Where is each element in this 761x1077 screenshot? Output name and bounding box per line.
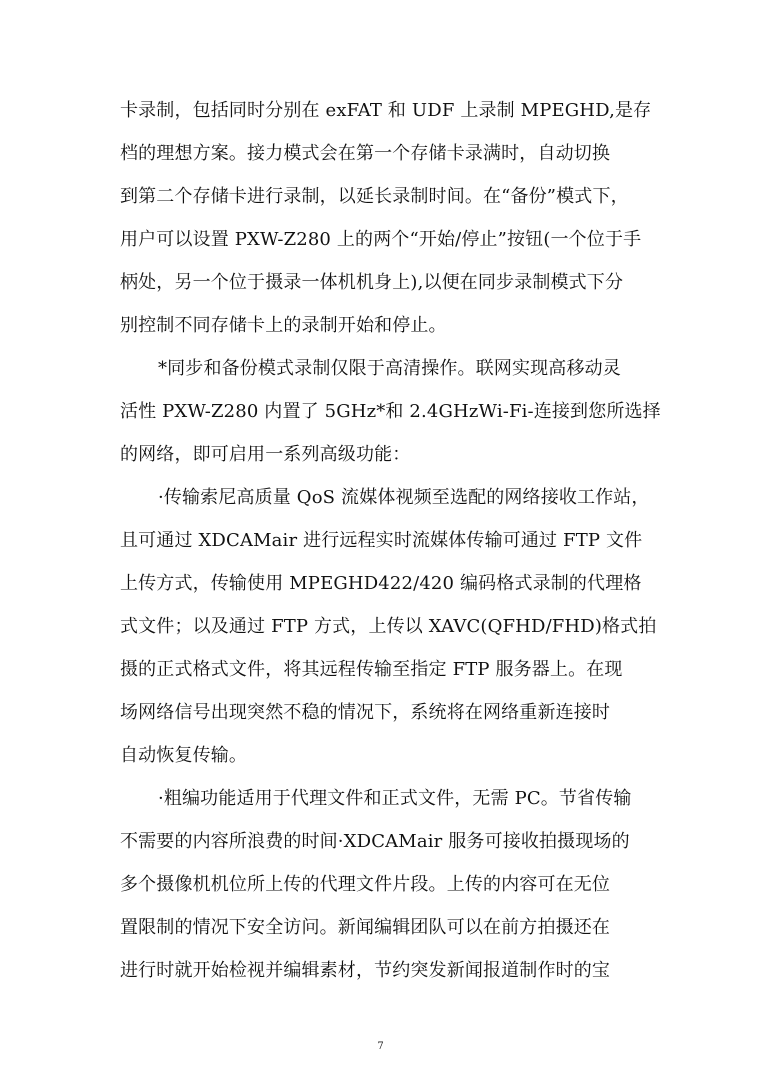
text-line: 上传方式，传输使用 MPEGHD422/420 编码格式录制的代理格 xyxy=(120,573,642,594)
text-line: 不需要的内容所浪费的时间·XDCAMair 服务可接收拍摄现场的 xyxy=(120,831,630,852)
text-line: ·传输索尼高质量 QoS 流媒体视频至选配的网络接收工作站， xyxy=(158,487,650,508)
text-line: 用户可以设置 PXW-Z280 上的两个“开始/停止”按钮(一个位于手 xyxy=(120,229,642,250)
text-line: 场网络信号出现突然不稳的情况下，系统将在网络重新连接时 xyxy=(120,702,611,723)
page-number: 7 xyxy=(377,1041,384,1052)
text-line: ·粗编功能适用于代理文件和正式文件，无需 PC。节省传输 xyxy=(158,788,632,809)
text-line: 多个摄像机机位所上传的代理文件片段。上传的内容可在无位 xyxy=(120,874,611,895)
text-line: 档的理想方案。接力模式会在第一个存储卡录满时，自动切换 xyxy=(120,143,611,164)
text-line: 柄处，另一个位于摄录一体机机身上),以便在同步录制模式下分 xyxy=(120,272,624,293)
text-line: 的网络，即可启用一系列高级功能： xyxy=(120,444,411,465)
text-line: 摄的正式格式文件，将其远程传输至指定 FTP 服务器上。在现 xyxy=(120,659,623,680)
text-line: 别控制不同存储卡上的录制开始和停止。 xyxy=(120,315,447,336)
text-line: 置限制的情况下安全访问。新闻编辑团队可以在前方拍摄还在 xyxy=(120,917,611,938)
text-line: *同步和备份模式录制仅限于高清操作。联网实现高移动灵 xyxy=(158,358,621,379)
text-line: 式文件；以及通过 FTP 方式，上传以 XAVC(QFHD/FHD)格式拍 xyxy=(120,616,657,637)
text-line: 卡录制，包括同时分别在 exFAT 和 UDF 上录制 MPEGHD,是存 xyxy=(120,100,652,121)
text-line: 进行时就开始检视并编辑素材，节约突发新闻报道制作时的宝 xyxy=(120,960,611,981)
text-line: 到第二个存储卡进行录制，以延长录制时间。在“备份”模式下， xyxy=(120,186,629,207)
text-line: 自动恢复传输。 xyxy=(120,745,248,766)
text-line: 活性 PXW-Z280 内置了 5GHz*和 2.4GHzWi-Fi-连接到您所选择 xyxy=(120,401,661,422)
text-line: 且可通过 XDCAMair 进行远程实时流媒体传输可通过 FTP 文件 xyxy=(120,530,643,551)
